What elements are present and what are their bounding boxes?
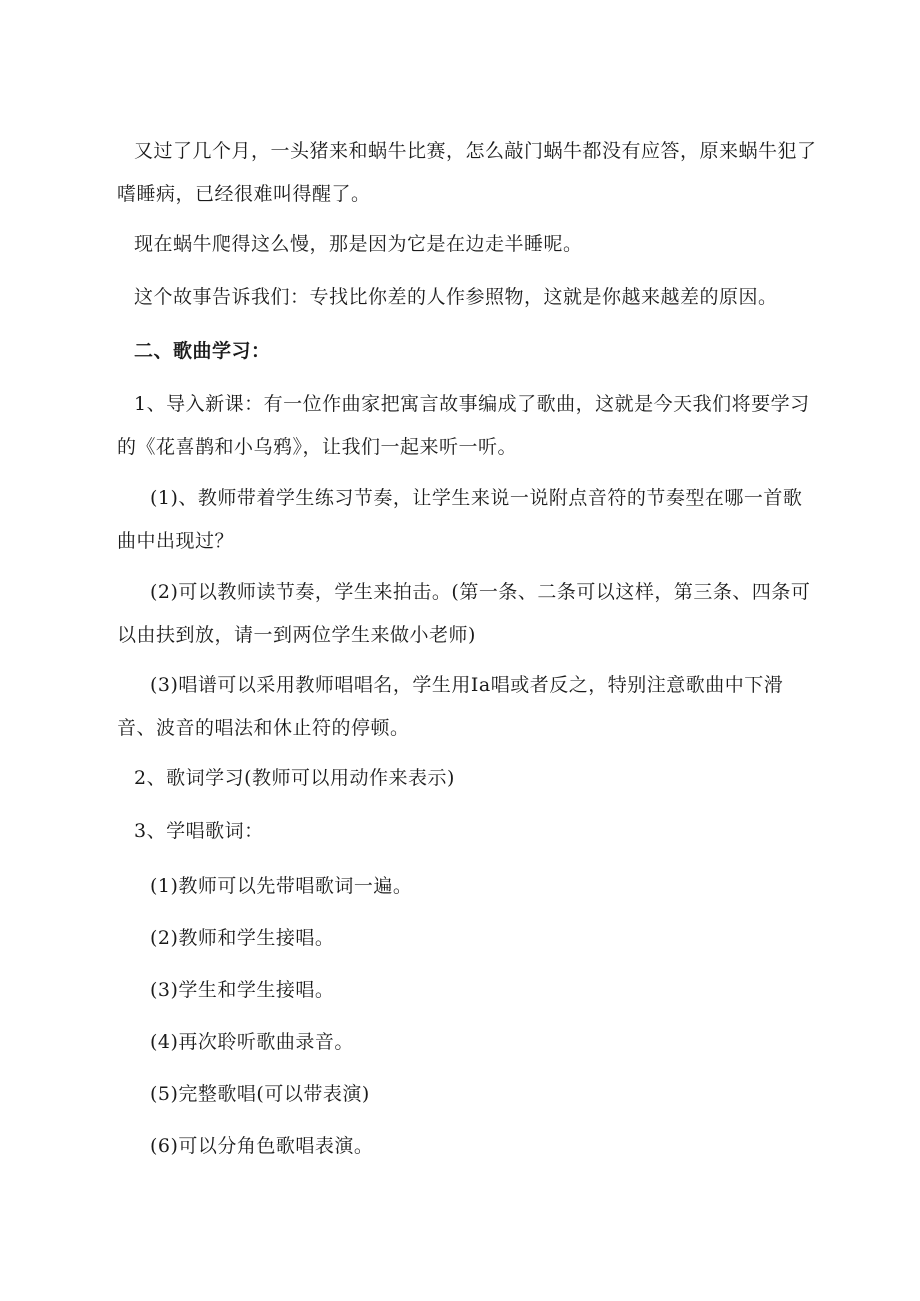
list-item: (3)学生和学生接唱。 [150, 979, 335, 1001]
paragraph-moral: 这个故事告诉我们：专找比你差的人作参照物，这就是你越来越差的原因。 [134, 286, 778, 308]
paragraph-learn-lyrics: 3、学唱歌词： [134, 820, 264, 842]
list-item: (6)可以分角色歌唱表演。 [150, 1135, 374, 1157]
section-heading-song-learning: 二、歌曲学习： [134, 340, 271, 362]
paragraph-snail-slow: 现在蜗牛爬得这么慢，那是因为它是在边走半睡呢。 [134, 233, 583, 255]
paragraph-sing-score: (3)唱谱可以采用教师唱唱名，学生用Ia唱或者反之，特别注意歌曲中下滑音、波音的唱法和休止符的停顿。 [117, 674, 784, 739]
list-item: (2)教师和学生接唱。 [150, 927, 335, 949]
list-item: (4)再次聆听歌曲录音。 [150, 1031, 354, 1053]
paragraph-read-rhythm: (2)可以教师读节奏，学生来拍击。(第一条、二条可以这样，第三条、四条可以由扶到放，请一到两位学生来做小老师) [117, 581, 811, 646]
paragraph-rhythm-practice: (1)、教师带着学生练习节奏，让学生来说一说附点音符的节奏型在哪一首歌曲中出现过？ [117, 487, 803, 552]
list-item: (5)完整歌唱(可以带表演) [150, 1083, 370, 1105]
paragraph-intro-new-lesson: 1、导入新课：有一位作曲家把寓言故事编成了歌曲，这就是今天我们将要学习的《花喜鹊和小乌鸦》，让我们一起来听一听。 [117, 393, 810, 458]
paragraph-lyrics-learning: 2、歌词学习(教师可以用动作来表示) [134, 767, 455, 789]
paragraph-pig-race: 又过了几个月，一头猪来和蜗牛比赛，怎么敲门蜗牛都没有应答，原来蜗牛犯了嗜睡病，已经很难叫得醒了。 [117, 140, 817, 205]
list-item: (1)教师可以先带唱歌词一遍。 [150, 875, 413, 897]
